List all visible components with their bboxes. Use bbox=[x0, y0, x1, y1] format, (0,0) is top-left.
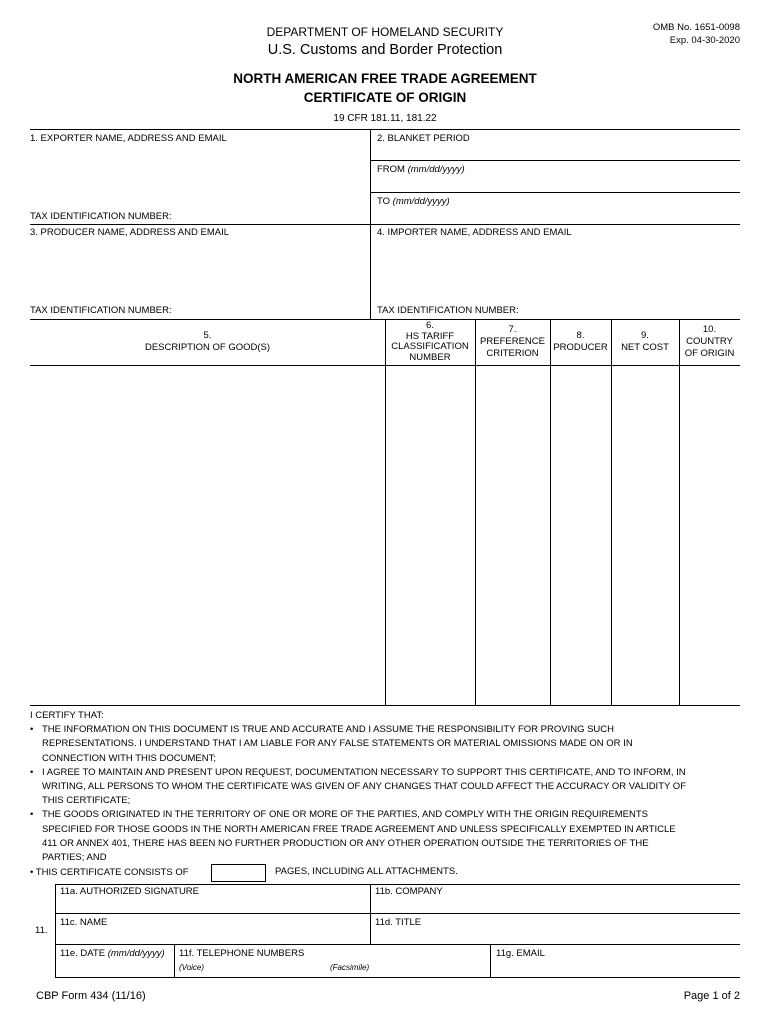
certify-bullet-3 bbox=[30, 808, 745, 865]
goods-description-input[interactable] bbox=[31, 366, 384, 704]
col-5-number: 5. bbox=[203, 330, 212, 341]
authorized-signature-label: 11a. AUTHORIZED SIGNATURE bbox=[60, 886, 200, 897]
col-10-number: 10. bbox=[702, 324, 717, 335]
title-label: 11d. TITLE bbox=[375, 917, 422, 928]
col-9-title: NET COST bbox=[621, 342, 669, 353]
col-9-number: 9. bbox=[641, 330, 649, 341]
col-producer-header bbox=[550, 319, 611, 365]
to-date-input[interactable] bbox=[470, 194, 735, 222]
line-sig-top bbox=[55, 884, 740, 885]
col-10-line1: COUNTRY bbox=[686, 336, 733, 347]
section-11-number: 11. bbox=[35, 925, 48, 936]
line-sig-row2 bbox=[55, 913, 740, 914]
consists-label: THIS CERTIFICATE CONSISTS OF bbox=[35, 867, 189, 878]
certify-b1-line2: REPRESENTATIONS. I UNDERSTAND THAT I AM LIABLE FOR ANY FALSE STATEMENTS OR MATERIAL OMISSIONS MADE ON OR IN bbox=[42, 738, 633, 750]
producer-input-area[interactable] bbox=[30, 240, 368, 300]
col-8-number: 8. bbox=[576, 330, 585, 341]
page-count-input[interactable] bbox=[211, 864, 266, 882]
line-row2-top bbox=[30, 224, 740, 225]
certify-bullet-2 bbox=[30, 766, 745, 809]
line-goods-bottom bbox=[30, 705, 740, 706]
col-5-title: DESCRIPTION OF GOOD(S) bbox=[144, 342, 271, 353]
certify-b1-line3: CONNECTION WITH THIS DOCUMENT; bbox=[42, 752, 216, 764]
page-number: Page 1 of 2 bbox=[683, 990, 740, 1002]
cfr-reference: 19 CFR 181.11, 181.22 bbox=[333, 113, 437, 124]
to-date-label bbox=[377, 196, 450, 208]
email-input[interactable] bbox=[491, 961, 739, 976]
from-label: FROM bbox=[377, 164, 405, 175]
net-cost-input[interactable] bbox=[612, 366, 678, 704]
importer-label: 4. IMPORTER NAME, ADDRESS AND EMAIL bbox=[377, 227, 572, 238]
email-label: 11g. EMAIL bbox=[496, 948, 545, 959]
producer-tax-id-label: TAX IDENTIFICATION NUMBER: bbox=[30, 305, 172, 316]
col-country-header bbox=[679, 319, 740, 365]
hs-tariff-input[interactable] bbox=[386, 366, 474, 704]
col-description-header bbox=[30, 319, 385, 365]
col-net-cost-header bbox=[611, 319, 679, 365]
from-date-format: (mm/dd/yyyy) bbox=[407, 164, 465, 175]
facsimile-label: (Facsimile) bbox=[330, 963, 370, 972]
from-date-label bbox=[377, 164, 465, 176]
telephone-label: 11f. TELEPHONE NUMBERS bbox=[179, 948, 305, 959]
col-7-line2: CRITERION bbox=[486, 348, 539, 359]
line-to-top bbox=[370, 192, 740, 193]
company-label: 11b. COMPANY bbox=[375, 886, 443, 897]
agency-name: U.S. Customs and Border Protection bbox=[267, 42, 503, 58]
form-title: NORTH AMERICAN FREE TRADE AGREEMENT bbox=[233, 71, 537, 86]
line-sig-bottom bbox=[55, 977, 740, 978]
company-input[interactable] bbox=[371, 898, 739, 912]
form-number: CBP Form 434 (11/16) bbox=[36, 990, 146, 1002]
date-input[interactable] bbox=[56, 961, 173, 976]
certify-b3-line3: 411 OR ANNEX 401, THERE HAS BEEN NO FURTHER PRODUCTION OR ANY OTHER OPERATION OUTSIDE THE TERRITORIES OF THE bbox=[42, 837, 649, 849]
bullet-icon: • bbox=[30, 724, 34, 736]
importer-tax-id-label: TAX IDENTIFICATION NUMBER: bbox=[377, 305, 519, 316]
producer-label: 3. PRODUCER NAME, ADDRESS AND EMAIL bbox=[30, 227, 230, 238]
bullet-icon: • bbox=[30, 809, 34, 821]
col-6-line2: CLASSIFICATION bbox=[391, 341, 469, 352]
producer-column-input[interactable] bbox=[551, 366, 610, 704]
importer-input-area[interactable] bbox=[377, 240, 737, 300]
col-preference-header bbox=[475, 319, 550, 365]
certify-b1-line1: THE INFORMATION ON THIS DOCUMENT IS TRUE AND ACCURATE AND I ASSUME THE RESPONSIBILITY FOR PROVING SUCH bbox=[42, 724, 615, 736]
certify-b2-line2: WRITING, ALL PERSONS TO WHOM THE CERTIFICATE WAS GIVEN OF ANY CHANGES THAT COULD AFFECT THE ACCURACY OR VALIDITY OF bbox=[42, 781, 687, 793]
to-date-format: (mm/dd/yyyy) bbox=[392, 196, 450, 207]
exporter-input-area[interactable] bbox=[30, 146, 368, 208]
country-of-origin-input[interactable] bbox=[680, 366, 740, 704]
certification-block bbox=[30, 709, 745, 865]
certify-b3-line4: PARTIES; AND bbox=[42, 852, 107, 864]
col-hs-tariff-header bbox=[385, 319, 475, 365]
certify-b3-line2: SPECIFIED FOR THOSE GOODS IN THE NORTH AMERICAN FREE TRADE AGREEMENT AND UNLESS SPECIFICALLY EXEMPTED IN ARTICLE bbox=[42, 823, 676, 835]
certify-intro: I CERTIFY THAT: bbox=[30, 710, 104, 721]
to-label: TO bbox=[377, 196, 391, 207]
exporter-tax-id-label: TAX IDENTIFICATION NUMBER: bbox=[30, 211, 172, 222]
title-input[interactable] bbox=[371, 929, 739, 943]
from-date-input[interactable] bbox=[480, 162, 735, 190]
col-6-line1: HS TARIFF bbox=[405, 330, 455, 342]
certify-b2-line3: THIS CERTIFICATE; bbox=[42, 795, 131, 807]
col-10-line2: OF ORIGIN bbox=[684, 348, 735, 359]
line-from-top bbox=[370, 160, 740, 161]
expiration-date: Exp. 04-30-2020 bbox=[669, 35, 740, 46]
bullet-icon: • bbox=[30, 867, 34, 878]
form-top-border bbox=[30, 129, 740, 130]
form-subtitle: CERTIFICATE OF ORIGIN bbox=[303, 90, 467, 105]
name-label: 11c. NAME bbox=[60, 917, 108, 928]
col-6-line3: NUMBER bbox=[409, 351, 451, 363]
date-label-text: 11e. DATE bbox=[60, 948, 106, 959]
name-input[interactable] bbox=[56, 929, 369, 943]
voice-label: (Voice) bbox=[179, 963, 205, 972]
col-7-line1: PREFERENCE bbox=[480, 336, 545, 347]
telephone-input[interactable] bbox=[175, 961, 489, 976]
col-7-number: 7. bbox=[508, 324, 517, 335]
col-8-title: PRODUCER bbox=[553, 342, 608, 353]
line-sig-row3 bbox=[55, 944, 740, 945]
certify-bullet-4 bbox=[30, 867, 189, 879]
department-name: DEPARTMENT OF HOMELAND SECURITY bbox=[266, 25, 504, 39]
preference-criterion-input[interactable] bbox=[476, 366, 549, 704]
bullet-icon: • bbox=[30, 766, 34, 778]
certify-b3-line1: THE GOODS ORIGINATED IN THE TERRITORY OF ONE OR MORE OF THE PARTIES, AND COMPLY WITH THE ORIGIN REQUIREMENTS bbox=[42, 809, 648, 821]
date-label bbox=[60, 948, 165, 960]
blanket-period-label: 2. BLANKET PERIOD bbox=[377, 133, 470, 144]
exporter-label: 1. EXPORTER NAME, ADDRESS AND EMAIL bbox=[30, 133, 227, 144]
col-6-number: 6. bbox=[426, 320, 434, 331]
date-format: (mm/dd/yyyy) bbox=[107, 948, 165, 959]
certify-b2-line1: I AGREE TO MAINTAIN AND PRESENT UPON REQUEST, DOCUMENTATION NECESSARY TO SUPPORT THIS CERTIFICATE, AND TO INFORM, IN bbox=[42, 766, 686, 778]
authorized-signature-input[interactable] bbox=[56, 898, 369, 912]
certify-bullet-1 bbox=[30, 723, 745, 766]
pages-label: PAGES, INCLUDING ALL ATTACHMENTS. bbox=[275, 866, 458, 877]
omb-number: OMB No. 1651-0098 bbox=[652, 22, 740, 33]
